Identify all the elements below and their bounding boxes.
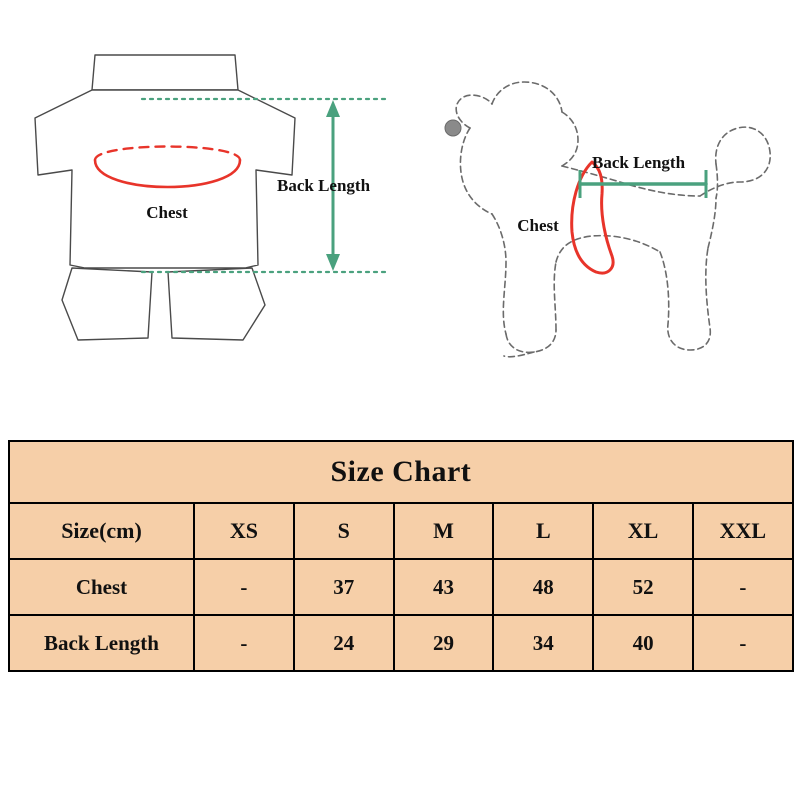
cell-chest-xs: - (194, 559, 294, 615)
cell-chest-s: 37 (294, 559, 394, 615)
chest-label-garment: Chest (146, 203, 188, 222)
chest-measure-dog (517, 162, 613, 273)
cell-chest-l: 48 (493, 559, 593, 615)
cell-back-length-s: 24 (294, 615, 394, 671)
garment-outline (35, 55, 295, 340)
cell-chest-xxl: - (693, 559, 793, 615)
size-chart-table-wrap (8, 440, 792, 672)
back-length-measure-dog (580, 153, 706, 198)
cell-back-length-l: 34 (493, 615, 593, 671)
row-label-back-length: Back Length (9, 615, 194, 671)
table-row (9, 615, 793, 671)
chest-label-dog: Chest (517, 216, 559, 235)
dog-nose-icon (445, 120, 461, 136)
column-header-l: L (493, 503, 593, 559)
table-row-header (9, 503, 793, 559)
table-row-title (9, 441, 793, 503)
cell-back-length-xs: - (194, 615, 294, 671)
cell-back-length-xxl: - (693, 615, 793, 671)
cell-back-length-xl: 40 (593, 615, 693, 671)
chart-title: Size Chart (9, 441, 793, 503)
column-header-size: Size(cm) (9, 503, 194, 559)
dog-outline (456, 82, 770, 357)
column-header-m: M (394, 503, 494, 559)
column-header-xs: XS (194, 503, 294, 559)
size-chart-table (8, 440, 794, 672)
cell-chest-m: 43 (394, 559, 494, 615)
back-length-label-dog: Back Length (592, 153, 686, 172)
row-label-chest: Chest (9, 559, 194, 615)
column-header-xxl: XXL (693, 503, 793, 559)
column-header-s: S (294, 503, 394, 559)
column-header-xl: XL (593, 503, 693, 559)
cell-chest-xl: 52 (593, 559, 693, 615)
cell-back-length-m: 29 (394, 615, 494, 671)
back-length-label-garment: Back Length (277, 176, 371, 195)
table-row (9, 559, 793, 615)
